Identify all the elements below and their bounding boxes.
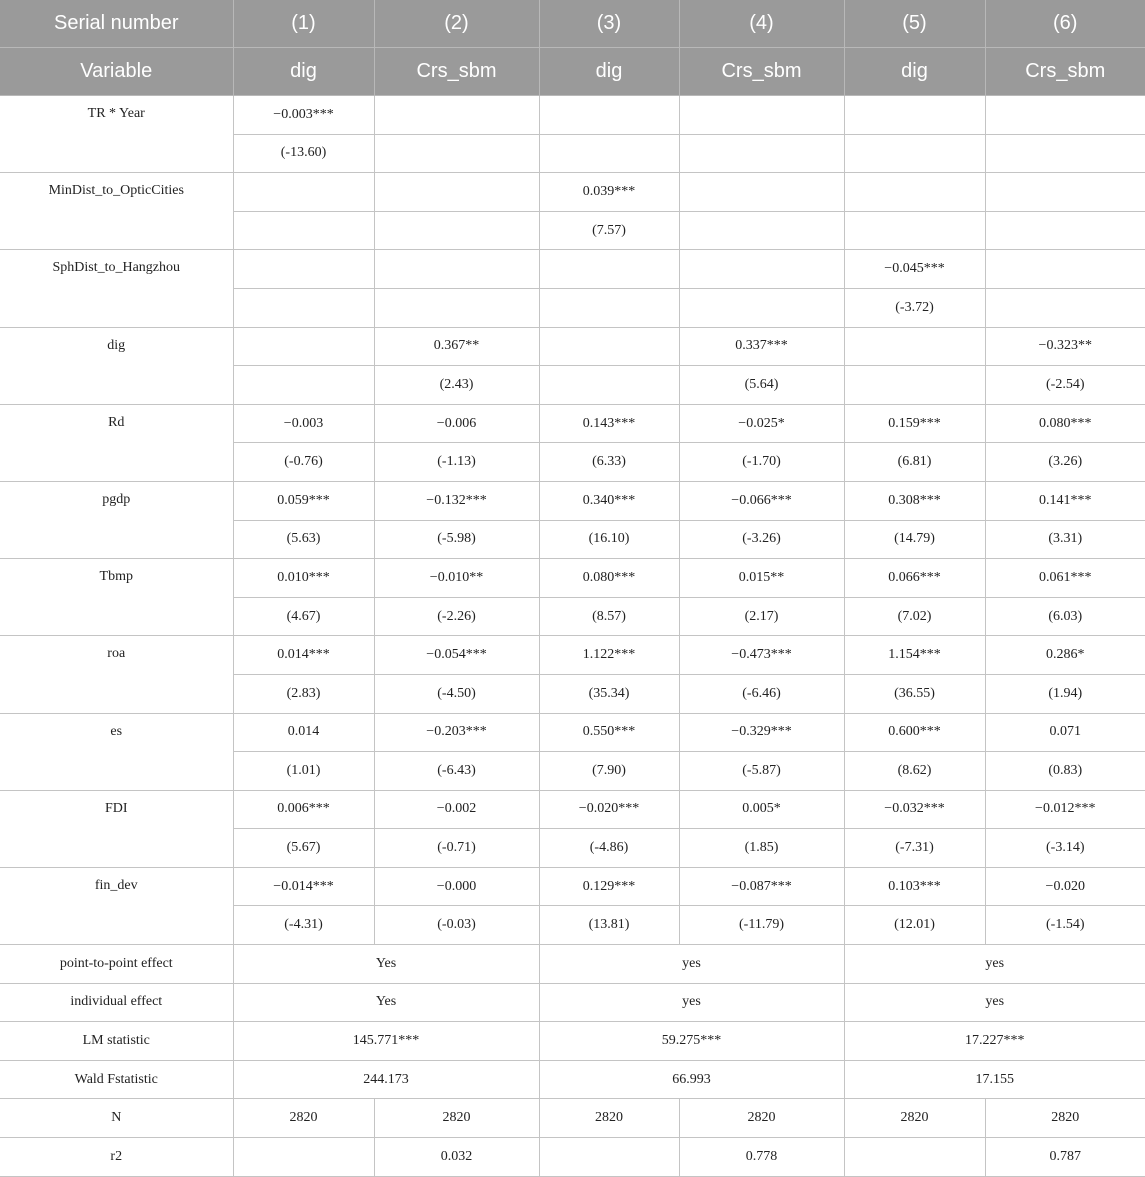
- coefficient-cell: 1.122***: [539, 636, 679, 675]
- coefficient-cell: −0.003***: [233, 96, 374, 135]
- header-dependent-3: dig: [539, 48, 679, 96]
- variable-name: SphDist_to_Hangzhou: [0, 250, 233, 327]
- value-cell: 2820: [985, 1099, 1145, 1138]
- table-row: [0, 713, 1145, 752]
- t-stat-cell: [844, 211, 985, 250]
- t-stat-cell: (1.01): [233, 752, 374, 791]
- t-stat-cell: (1.85): [679, 829, 844, 868]
- row-label: LM statistic: [0, 1022, 233, 1061]
- coefficient-cell: −0.014***: [233, 867, 374, 906]
- header-dependent-2: Crs_sbm: [374, 48, 539, 96]
- coefficient-cell: [844, 327, 985, 366]
- coefficient-cell: [985, 173, 1145, 212]
- row-label: point-to-point effect: [0, 945, 233, 984]
- header-row-variable: [0, 48, 1145, 96]
- coefficient-cell: [233, 173, 374, 212]
- t-stat-cell: (-0.76): [233, 443, 374, 482]
- t-stat-cell: (-1.70): [679, 443, 844, 482]
- t-stat-cell: (-5.87): [679, 752, 844, 791]
- t-stat-cell: [539, 366, 679, 405]
- merged-value-cell: Yes: [233, 983, 539, 1022]
- t-stat-cell: [844, 366, 985, 405]
- coefficient-cell: [233, 327, 374, 366]
- t-stat-cell: (6.33): [539, 443, 679, 482]
- table-body: [0, 96, 1145, 1177]
- variable-name: Rd: [0, 404, 233, 481]
- coefficient-cell: −0.025*: [679, 404, 844, 443]
- t-stat-cell: (-11.79): [679, 906, 844, 945]
- header-model-4: (4): [679, 0, 844, 48]
- value-cell: 2820: [539, 1099, 679, 1138]
- coefficient-cell: 0.015**: [679, 559, 844, 598]
- merged-value-cell: yes: [539, 945, 844, 984]
- t-stat-cell: (7.57): [539, 211, 679, 250]
- value-cell: 2820: [374, 1099, 539, 1138]
- table-row: [0, 404, 1145, 443]
- merged-value-cell: 145.771***: [233, 1022, 539, 1061]
- table-row: [0, 1060, 1145, 1099]
- coefficient-cell: 0.129***: [539, 867, 679, 906]
- t-stat-cell: (-4.31): [233, 906, 374, 945]
- coefficient-cell: 0.308***: [844, 481, 985, 520]
- merged-value-cell: 66.993: [539, 1060, 844, 1099]
- t-stat-cell: (-3.72): [844, 288, 985, 327]
- t-stat-cell: (7.02): [844, 597, 985, 636]
- row-label: Wald Fstatistic: [0, 1060, 233, 1099]
- table-row: [0, 867, 1145, 906]
- t-stat-cell: (36.55): [844, 674, 985, 713]
- t-stat-cell: [985, 134, 1145, 173]
- table-row: [0, 1099, 1145, 1138]
- value-cell: [233, 1138, 374, 1177]
- variable-name: FDI: [0, 790, 233, 867]
- table-row: [0, 945, 1145, 984]
- variable-name: MinDist_to_OpticCities: [0, 173, 233, 250]
- merged-value-cell: 59.275***: [539, 1022, 844, 1061]
- coefficient-cell: −0.054***: [374, 636, 539, 675]
- t-stat-cell: (-6.46): [679, 674, 844, 713]
- row-label: individual effect: [0, 983, 233, 1022]
- t-stat-cell: (16.10): [539, 520, 679, 559]
- t-stat-cell: (2.43): [374, 366, 539, 405]
- value-cell: 2820: [844, 1099, 985, 1138]
- table-row: [0, 1022, 1145, 1061]
- table-row: [0, 790, 1145, 829]
- header-dependent-4: Crs_sbm: [679, 48, 844, 96]
- coefficient-cell: 0.061***: [985, 559, 1145, 598]
- coefficient-cell: 0.071: [985, 713, 1145, 752]
- t-stat-cell: (-5.98): [374, 520, 539, 559]
- variable-name: pgdp: [0, 481, 233, 558]
- t-stat-cell: (-2.54): [985, 366, 1145, 405]
- value-cell: [844, 1138, 985, 1177]
- t-stat-cell: (-7.31): [844, 829, 985, 868]
- t-stat-cell: (5.64): [679, 366, 844, 405]
- coefficient-cell: [679, 250, 844, 289]
- coefficient-cell: 0.103***: [844, 867, 985, 906]
- coefficient-cell: −0.087***: [679, 867, 844, 906]
- header-dependent-6: Crs_sbm: [985, 48, 1145, 96]
- t-stat-cell: (-13.60): [233, 134, 374, 173]
- table-row: [0, 173, 1145, 212]
- coefficient-cell: 0.600***: [844, 713, 985, 752]
- t-stat-cell: (-4.50): [374, 674, 539, 713]
- t-stat-cell: [539, 288, 679, 327]
- value-cell: 2820: [679, 1099, 844, 1138]
- t-stat-cell: (-3.14): [985, 829, 1145, 868]
- t-stat-cell: [679, 288, 844, 327]
- header-dependent-1: dig: [233, 48, 374, 96]
- t-stat-cell: [539, 134, 679, 173]
- merged-value-cell: Yes: [233, 945, 539, 984]
- coefficient-cell: 0.550***: [539, 713, 679, 752]
- t-stat-cell: (5.63): [233, 520, 374, 559]
- t-stat-cell: (-1.13): [374, 443, 539, 482]
- coefficient-cell: [374, 173, 539, 212]
- coefficient-cell: [844, 173, 985, 212]
- coefficient-cell: 0.080***: [985, 404, 1145, 443]
- t-stat-cell: (-3.26): [679, 520, 844, 559]
- coefficient-cell: 0.059***: [233, 481, 374, 520]
- t-stat-cell: [374, 211, 539, 250]
- merged-value-cell: yes: [844, 983, 1145, 1022]
- coefficient-cell: −0.323**: [985, 327, 1145, 366]
- coefficient-cell: [679, 173, 844, 212]
- variable-name: es: [0, 713, 233, 790]
- coefficient-cell: [679, 96, 844, 135]
- coefficient-cell: [539, 96, 679, 135]
- variable-name: dig: [0, 327, 233, 404]
- coefficient-cell: 0.005*: [679, 790, 844, 829]
- coefficient-cell: 0.066***: [844, 559, 985, 598]
- t-stat-cell: (14.79): [844, 520, 985, 559]
- t-stat-cell: [233, 366, 374, 405]
- t-stat-cell: (8.62): [844, 752, 985, 791]
- t-stat-cell: (6.03): [985, 597, 1145, 636]
- t-stat-cell: (7.90): [539, 752, 679, 791]
- t-stat-cell: (-2.26): [374, 597, 539, 636]
- value-cell: 0.787: [985, 1138, 1145, 1177]
- table-row: [0, 559, 1145, 598]
- coefficient-cell: −0.003: [233, 404, 374, 443]
- t-stat-cell: (-4.86): [539, 829, 679, 868]
- coefficient-cell: −0.000: [374, 867, 539, 906]
- coefficient-cell: −0.020***: [539, 790, 679, 829]
- value-cell: 2820: [233, 1099, 374, 1138]
- variable-name: roa: [0, 636, 233, 713]
- coefficient-cell: −0.006: [374, 404, 539, 443]
- header-serial-label: Serial number: [0, 0, 233, 48]
- t-stat-cell: (3.26): [985, 443, 1145, 482]
- t-stat-cell: (-6.43): [374, 752, 539, 791]
- t-stat-cell: (0.83): [985, 752, 1145, 791]
- coefficient-cell: −0.329***: [679, 713, 844, 752]
- coefficient-cell: 0.014***: [233, 636, 374, 675]
- t-stat-cell: (-0.03): [374, 906, 539, 945]
- header-model-3: (3): [539, 0, 679, 48]
- coefficient-cell: [844, 96, 985, 135]
- merged-value-cell: 244.173: [233, 1060, 539, 1099]
- row-label: r2: [0, 1138, 233, 1177]
- coefficient-cell: 0.286*: [985, 636, 1145, 675]
- coefficient-cell: 0.143***: [539, 404, 679, 443]
- t-stat-cell: [374, 134, 539, 173]
- coefficient-cell: −0.473***: [679, 636, 844, 675]
- t-stat-cell: (12.01): [844, 906, 985, 945]
- coefficient-cell: 0.039***: [539, 173, 679, 212]
- t-stat-cell: (1.94): [985, 674, 1145, 713]
- t-stat-cell: (6.81): [844, 443, 985, 482]
- t-stat-cell: (2.17): [679, 597, 844, 636]
- coefficient-cell: 0.340***: [539, 481, 679, 520]
- coefficient-cell: 0.337***: [679, 327, 844, 366]
- t-stat-cell: [679, 134, 844, 173]
- table-row: [0, 250, 1145, 289]
- header-model-5: (5): [844, 0, 985, 48]
- coefficient-cell: [233, 250, 374, 289]
- coefficient-cell: −0.012***: [985, 790, 1145, 829]
- coefficient-cell: −0.045***: [844, 250, 985, 289]
- coefficient-cell: 0.367**: [374, 327, 539, 366]
- coefficient-cell: [539, 327, 679, 366]
- table-row: [0, 636, 1145, 675]
- variable-name: Tbmp: [0, 559, 233, 636]
- merged-value-cell: yes: [539, 983, 844, 1022]
- coefficient-cell: −0.002: [374, 790, 539, 829]
- t-stat-cell: (35.34): [539, 674, 679, 713]
- header-variable-label: Variable: [0, 48, 233, 96]
- row-label: N: [0, 1099, 233, 1138]
- table-row: [0, 481, 1145, 520]
- table-row: [0, 96, 1145, 135]
- coefficient-cell: 0.159***: [844, 404, 985, 443]
- value-cell: 0.032: [374, 1138, 539, 1177]
- merged-value-cell: 17.227***: [844, 1022, 1145, 1061]
- t-stat-cell: (5.67): [233, 829, 374, 868]
- coefficient-cell: [539, 250, 679, 289]
- t-stat-cell: (4.67): [233, 597, 374, 636]
- coefficient-cell: −0.010**: [374, 559, 539, 598]
- merged-value-cell: yes: [844, 945, 1145, 984]
- coefficient-cell: −0.032***: [844, 790, 985, 829]
- t-stat-cell: (13.81): [539, 906, 679, 945]
- header-row-serial: [0, 0, 1145, 48]
- t-stat-cell: (-0.71): [374, 829, 539, 868]
- coefficient-cell: [985, 250, 1145, 289]
- coefficient-cell: −0.132***: [374, 481, 539, 520]
- coefficient-cell: [374, 96, 539, 135]
- coefficient-cell: −0.066***: [679, 481, 844, 520]
- coefficient-cell: [374, 250, 539, 289]
- value-cell: 0.778: [679, 1138, 844, 1177]
- value-cell: [539, 1138, 679, 1177]
- variable-name: TR * Year: [0, 96, 233, 173]
- table-row: [0, 983, 1145, 1022]
- t-stat-cell: [233, 288, 374, 327]
- table-row: [0, 327, 1145, 366]
- coefficient-cell: 0.141***: [985, 481, 1145, 520]
- coefficient-cell: 0.014: [233, 713, 374, 752]
- coefficient-cell: −0.020: [985, 867, 1145, 906]
- coefficient-cell: 0.010***: [233, 559, 374, 598]
- coefficient-cell: −0.203***: [374, 713, 539, 752]
- header-model-6: (6): [985, 0, 1145, 48]
- t-stat-cell: (-1.54): [985, 906, 1145, 945]
- merged-value-cell: 17.155: [844, 1060, 1145, 1099]
- t-stat-cell: [374, 288, 539, 327]
- t-stat-cell: (3.31): [985, 520, 1145, 559]
- header-model-1: (1): [233, 0, 374, 48]
- t-stat-cell: (8.57): [539, 597, 679, 636]
- table-row: [0, 1138, 1145, 1177]
- t-stat-cell: [679, 211, 844, 250]
- coefficient-cell: 1.154***: [844, 636, 985, 675]
- t-stat-cell: [233, 211, 374, 250]
- coefficient-cell: [985, 96, 1145, 135]
- coefficient-cell: 0.006***: [233, 790, 374, 829]
- t-stat-cell: [844, 134, 985, 173]
- t-stat-cell: [985, 211, 1145, 250]
- t-stat-cell: [985, 288, 1145, 327]
- table-header: [0, 0, 1145, 96]
- variable-name: fin_dev: [0, 867, 233, 944]
- coefficient-cell: 0.080***: [539, 559, 679, 598]
- header-model-2: (2): [374, 0, 539, 48]
- t-stat-cell: (2.83): [233, 674, 374, 713]
- header-dependent-5: dig: [844, 48, 985, 96]
